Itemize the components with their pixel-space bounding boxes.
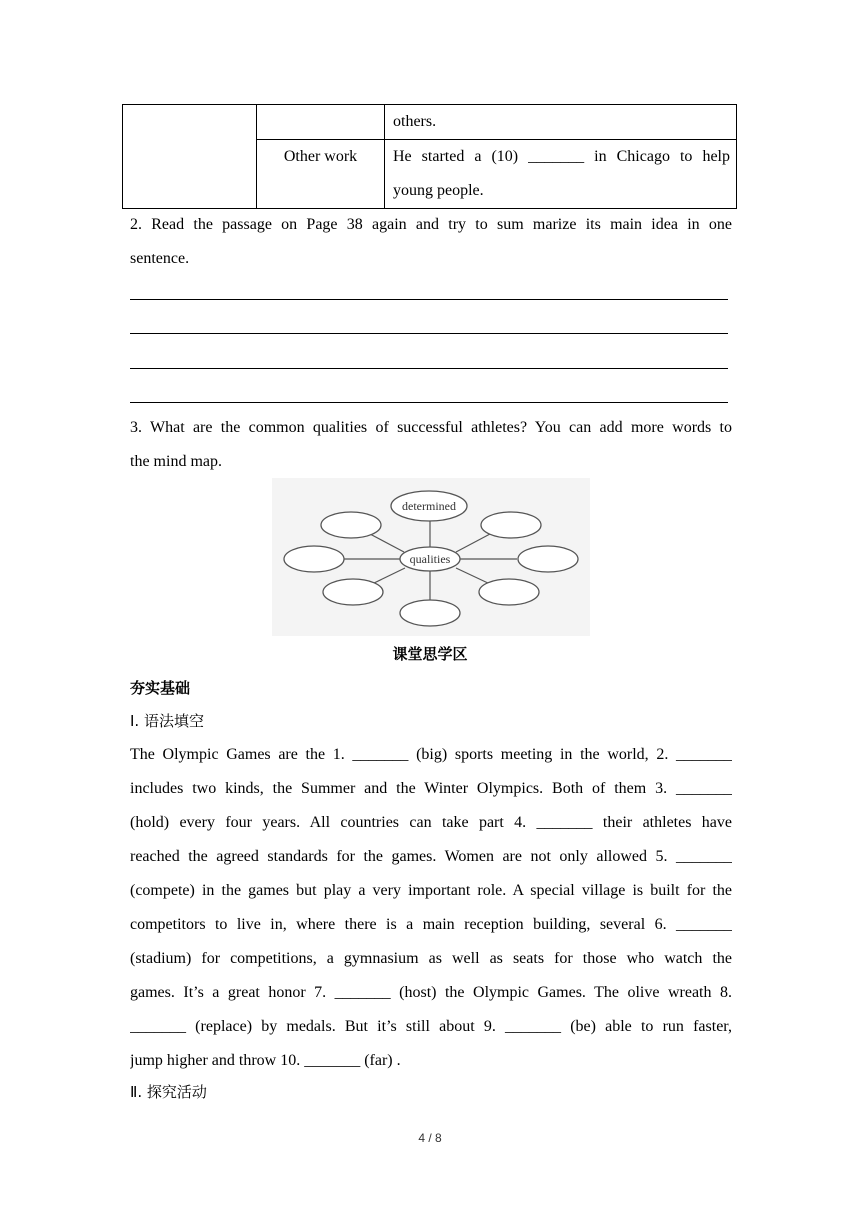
mind-map-node[interactable]: [400, 600, 460, 626]
answer-line[interactable]: [130, 402, 728, 403]
part2-heading: Ⅱ. 探究活动: [130, 1083, 207, 1101]
mind-map-node[interactable]: [479, 579, 539, 605]
grammar-passage: [130, 738, 732, 1078]
section-title: 课堂思学区: [392, 645, 468, 663]
page-number: 4 / 8: [418, 1131, 442, 1145]
answer-line[interactable]: [130, 299, 728, 300]
table-cell: [257, 140, 385, 209]
answer-line[interactable]: [130, 333, 728, 334]
mind-map-node[interactable]: [323, 579, 383, 605]
table-text: He started a (10) _______ in Chicago to help: [393, 148, 730, 165]
table-cell-empty: [257, 105, 385, 140]
passage-line: (stadium) for competitions, a gymnasium as well as seats for those who watch the: [130, 950, 732, 967]
table-cell: [385, 105, 737, 140]
mind-map-top-label: determined: [402, 499, 456, 513]
mind-map-node[interactable]: [284, 546, 344, 572]
passage-line: games. It’s a great honor 7. _______ (host) the Olympic Games. The olive wreath 8.: [130, 984, 732, 1001]
mind-map-node[interactable]: [481, 512, 541, 538]
table-label-other-work: Other work: [283, 148, 358, 165]
table-text: others.: [393, 113, 437, 130]
question-text: sentence.: [130, 250, 190, 267]
subsection-title: 夯实基础: [130, 679, 191, 697]
question-2: [130, 208, 732, 276]
table-text: young people.: [393, 182, 484, 199]
question-text: 2. Read the passage on Page 38 again and try to sum marize its main idea in one: [130, 216, 732, 233]
passage-line: competitors to live in, where there is a main reception building, several 6. _______: [130, 916, 732, 933]
passage-line: jump higher and throw 10. _______ (far) .: [130, 1052, 401, 1069]
question-text: the mind map.: [130, 453, 222, 470]
mind-map-node[interactable]: [518, 546, 578, 572]
part1-heading: I. 语法填空: [130, 712, 204, 730]
passage-line: (compete) in the games but play a very important role. A special village is built for the: [130, 882, 732, 899]
answer-line[interactable]: [130, 368, 728, 369]
mind-map-node[interactable]: [321, 512, 381, 538]
passage-line: The Olympic Games are the 1. _______ (big) sports meeting in the world, 2. _______: [130, 746, 732, 763]
qualities-mind-map: [272, 478, 590, 636]
passage-line: _______ (replace) by medals. But it’s still about 9. _______ (be) able to run faster,: [130, 1018, 732, 1035]
question-3: [130, 411, 732, 479]
table-cell-blank: [123, 105, 257, 209]
info-table: [122, 104, 737, 209]
question-text: 3. What are the common qualities of successful athletes? You can add more words to: [130, 419, 732, 436]
passage-line: includes two kinds, the Summer and the Winter Olympics. Both of them 3. _______: [130, 780, 732, 797]
passage-line: reached the agreed standards for the games. Women are not only allowed 5. _______: [130, 848, 732, 865]
mind-map-center-label: qualities: [409, 552, 451, 566]
passage-line: (hold) every four years. All countries can take part 4. _______ their athletes have: [130, 814, 732, 831]
table-cell: [385, 140, 737, 209]
